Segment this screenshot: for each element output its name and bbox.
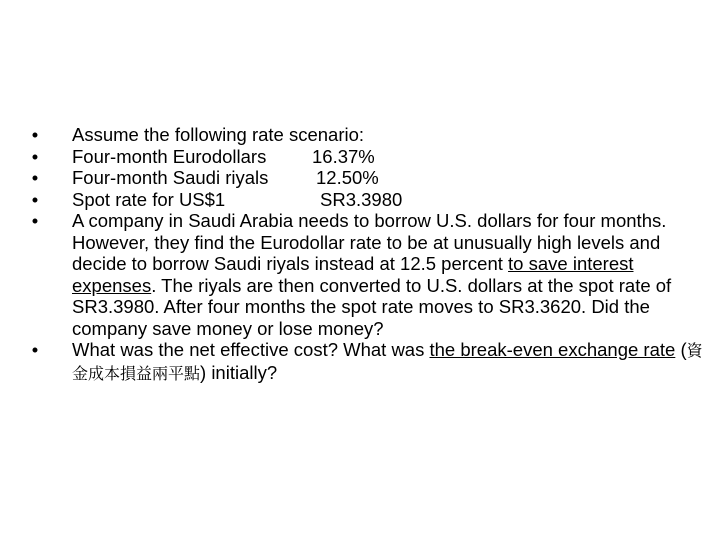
eurodollars-rate: 16.37%	[312, 145, 375, 167]
spot-rate-label: Spot rate for US$1	[72, 188, 226, 210]
break-even-chinese-term: 資金成本損益兩平點	[72, 341, 703, 383]
list-item-eurodollars	[28, 146, 708, 168]
bullet-dot: •	[31, 339, 39, 360]
saudi-riyals-rate: 12.50%	[316, 167, 379, 188]
bullet-dot: •	[31, 188, 39, 210]
bullet-dot: •	[31, 210, 39, 231]
questions-text: What was the net effective cost? What was	[72, 339, 430, 360]
bullet-dot: •	[31, 145, 39, 167]
questions-text-end: ) initially?	[200, 361, 278, 383]
bullet-dot: •	[31, 167, 39, 188]
company-scenario-text: A company in Saudi Arabia needs to borrow U.S. dollars for four months. However, they find the Eurodollar rate to be at unusually high levels and decide to borrow Saudi riyals instead at 12.5 percent	[72, 210, 667, 274]
scenario-intro-text: Assume the following rate scenario:	[72, 124, 365, 145]
bullet-list	[28, 124, 708, 384]
company-scenario-text-cont: . The riyals are then converted to U.S. dollars at the spot rate of SR3.3980. After four months the spot rate moves to SR3.3620. Did the company save money or lose money?	[72, 274, 672, 339]
eurodollars-label: Four-month Eurodollars	[72, 145, 267, 167]
list-item-scenario	[28, 124, 708, 146]
spot-rate-value: SR3.3980	[320, 188, 403, 210]
paren-open: (	[675, 339, 687, 360]
list-item-questions	[28, 339, 708, 384]
list-item-saudi-riyals	[28, 167, 708, 189]
bullet-dot: •	[31, 124, 39, 145]
save-interest-underlined: to save interest expenses	[72, 253, 634, 296]
saudi-riyals-label: Four-month Saudi riyals	[72, 167, 269, 188]
list-item-spot-rate	[28, 189, 708, 211]
list-item-company-scenario	[28, 210, 708, 339]
break-even-underlined: the break-even exchange rate	[429, 339, 676, 360]
